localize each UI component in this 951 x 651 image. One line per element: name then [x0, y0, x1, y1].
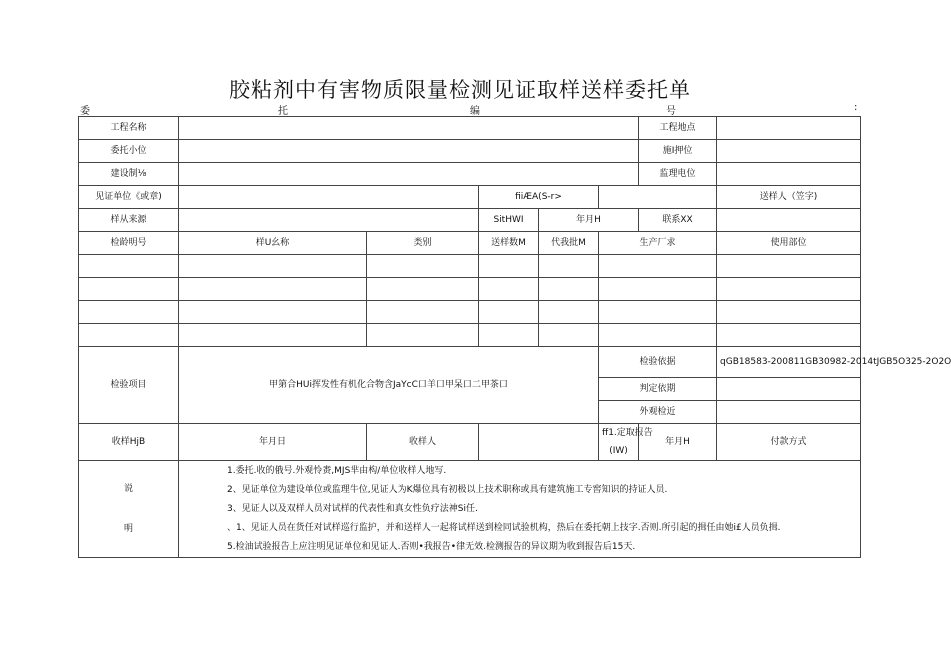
sample-header-location: 使用部位 [717, 232, 861, 255]
note-item: 2、见证单位为建设单位或监理牛位,见证人为K爆位具有初极以上技术职称或具有建筑施工专窖知识的持证人员. [227, 484, 668, 495]
sampling-date-label: SitHWI [479, 209, 539, 232]
appearance-check-field[interactable] [717, 401, 861, 424]
sample-cell[interactable] [367, 255, 479, 278]
row-witness [79, 186, 861, 209]
build-unit-label: 建设制⅛ [79, 163, 179, 186]
sample-cell[interactable] [717, 301, 861, 324]
commission-form-table [78, 116, 951, 558]
project-site-label: 工程地点 [639, 117, 717, 140]
contact-label: 联系XX [639, 209, 717, 232]
sample-cell[interactable] [79, 301, 179, 324]
client-unit-label: 委托小位 [79, 140, 179, 163]
sample-header-batch: 代我批M [539, 232, 599, 255]
project-name-field[interactable] [179, 117, 639, 140]
sample-cell[interactable] [479, 278, 539, 301]
sample-row [79, 278, 861, 301]
sample-cell[interactable] [179, 301, 367, 324]
commission-char-2: 托 [278, 106, 288, 117]
test-basis-label: 检验依据 [599, 347, 717, 378]
receive-date-label: 收样HjB [79, 424, 179, 461]
receive-date-field[interactable]: 年月日 [179, 424, 367, 461]
sample-header-manufacturer: 生产厂求 [599, 232, 717, 255]
sample-cell[interactable] [79, 278, 179, 301]
sample-row [79, 324, 861, 347]
sample-cell[interactable] [367, 324, 479, 347]
commission-char-5: : [854, 102, 858, 113]
sample-cell[interactable] [599, 278, 717, 301]
sample-header-no: 检龄明号 [79, 232, 179, 255]
sample-cell[interactable] [539, 278, 599, 301]
payment-method-label: 付款方式 [717, 424, 861, 461]
receipt-row [79, 424, 861, 461]
project-name-label: 工程名称 [79, 117, 179, 140]
notes-content [179, 461, 861, 558]
sample-row [79, 301, 861, 324]
witness-person-field[interactable] [599, 186, 717, 209]
report-pickup-label [599, 424, 653, 461]
sample-cell[interactable] [599, 255, 717, 278]
commission-char-1: 委 [80, 106, 90, 117]
notes-label-top: 说 [123, 484, 133, 494]
sample-cell[interactable] [717, 324, 861, 347]
note-item: 1.委托.收的俄号.外观怜赉,MJS芈由构/单位收样人地写. [227, 465, 447, 476]
sample-row [79, 255, 861, 278]
test-item-value[interactable]: 甲第合HUi挥发性有机化合物含JaYcC口羊口甲呆口二甲茶口 [179, 347, 599, 424]
witness-unit-label: 见证单位《或章) [79, 186, 179, 209]
test-item-label: 检验项目 [79, 347, 179, 424]
project-site-field[interactable] [717, 117, 861, 140]
client-unit-field[interactable] [179, 140, 639, 163]
commission-number-line [78, 102, 860, 116]
sample-cell[interactable] [539, 255, 599, 278]
commission-char-3: 编 [470, 106, 480, 117]
sample-cell[interactable] [179, 324, 367, 347]
report-pickup-text: ff1.定取报告 [602, 428, 653, 438]
witness-unit-field[interactable] [179, 186, 479, 209]
sample-source-field[interactable] [179, 209, 479, 232]
sample-source-label: 样从来源 [79, 209, 179, 232]
notes-label [79, 461, 179, 558]
sample-cell[interactable] [179, 278, 367, 301]
sample-header-name: 样U幺称 [179, 232, 367, 255]
sample-cell[interactable] [717, 278, 861, 301]
sample-header-quantity: 送样数M [479, 232, 539, 255]
note-item: 、1、见证人员在货任对试样巡行监护，并和送样人一起将试样送到检同试验机构，热后在委托朝上技字.否则.所引起的揖任由她i£人员负揖. [227, 522, 781, 533]
supervision-unit-label: 监理电位 [639, 163, 717, 186]
commission-char-4: 号 [666, 106, 676, 117]
appearance-check-label: 外观检近 [599, 401, 717, 424]
sample-cell[interactable] [367, 301, 479, 324]
sample-cell[interactable] [599, 324, 717, 347]
judgment-basis-label: 判定依期 [599, 378, 717, 401]
report-date-field[interactable]: 年月H [639, 424, 717, 461]
sample-cell[interactable] [599, 301, 717, 324]
note-item: 5.检油试验报告上应注明见证单位和见证人.否则•我报告•律无效.检测报告的异议期为收到报告后15天. [227, 541, 636, 552]
sample-cell[interactable] [479, 255, 539, 278]
row-project [79, 117, 861, 140]
test-row-basis [79, 347, 861, 378]
receiver-label: 收样人 [367, 424, 479, 461]
sampling-date-field[interactable]: 年月H [539, 209, 639, 232]
sample-cell[interactable] [179, 255, 367, 278]
sample-cell[interactable] [367, 278, 479, 301]
notes-row [79, 461, 861, 558]
sample-cell[interactable] [539, 301, 599, 324]
sample-header-category: 类别 [367, 232, 479, 255]
sample-cell[interactable] [717, 255, 861, 278]
sample-header-row [79, 232, 861, 255]
sample-cell[interactable] [79, 324, 179, 347]
row-source [79, 209, 861, 232]
receiver-field[interactable] [479, 424, 599, 461]
contact-field[interactable] [717, 209, 861, 232]
construction-unit-label: 施I押位 [639, 140, 717, 163]
supervision-unit-field[interactable] [717, 163, 861, 186]
sample-cell[interactable] [479, 301, 539, 324]
sample-cell[interactable] [479, 324, 539, 347]
witness-person-label: fiiÆA(S-r> [479, 186, 599, 209]
sample-cell[interactable] [79, 255, 179, 278]
note-item: 3、见证人以及双样人员对试样的代表性和真女性负疗法神Si任. [227, 503, 478, 514]
judgment-basis-field[interactable] [717, 378, 861, 401]
notes-label-bottom: 明 [123, 524, 133, 534]
row-build [79, 163, 861, 186]
construction-unit-field[interactable] [717, 140, 861, 163]
report-pickup-sub: (IW) [609, 446, 628, 456]
build-unit-field[interactable] [179, 163, 639, 186]
test-basis-value: qGB18583-200811GB30982-2014tJGB5O325-2O2O [717, 347, 861, 378]
sender-label: 送样人（笠字) [717, 186, 861, 209]
sample-cell[interactable] [539, 324, 599, 347]
form-title: 胶粘剂中有害物质限量检测见证取样送样委托单 [229, 78, 691, 103]
row-client [79, 140, 861, 163]
